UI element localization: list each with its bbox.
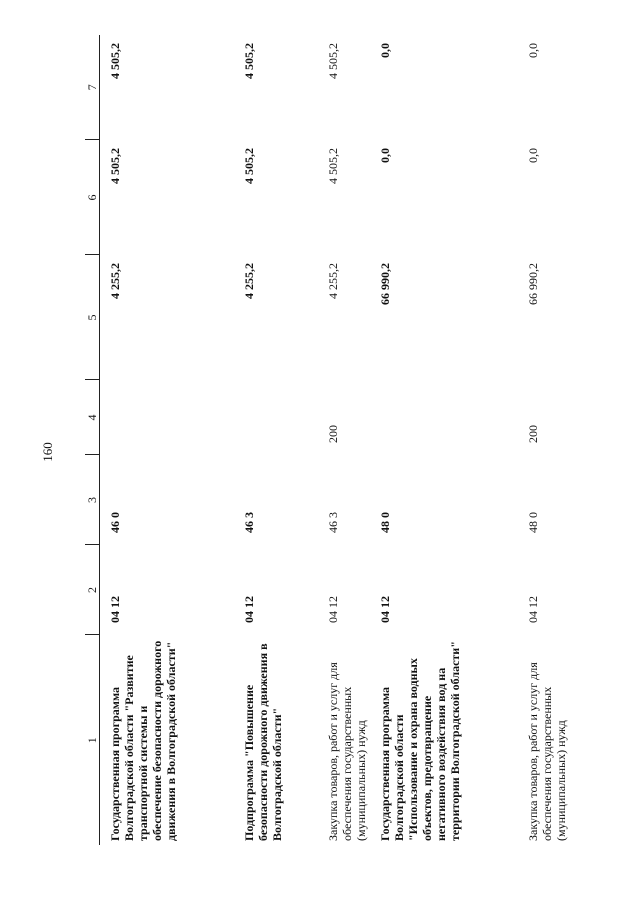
budget-table-sheet [85,35,615,845]
budget-table [85,35,574,845]
section-code-cell: 04 12 [378,596,392,623]
amount-cell: 0,0 [526,148,540,163]
amount-cell: 4 505,2 [108,43,122,79]
column-header: 5 [85,255,100,380]
table-row [234,35,318,845]
amount-cell: 66 990,2 [378,263,392,305]
table-row [318,35,370,845]
amount-cell: 4 255,2 [108,263,122,299]
section-code-cell: 04 12 [526,596,540,623]
column-header: 1 [85,635,100,845]
amount-cell: 0,0 [378,148,392,163]
program-code-cell: 48 0 [378,512,392,533]
amount-cell: 66 990,2 [526,263,540,305]
amount-cell: 0,0 [378,43,392,58]
amount-cell: 0,0 [526,43,540,58]
program-code-cell: 46 0 [108,512,122,533]
column-header: 4 [85,380,100,455]
program-code-cell: 46 3 [242,512,256,533]
program-code-cell: 46 3 [326,512,340,533]
amount-cell: 4 255,2 [326,263,340,299]
section-code-cell: 04 12 [242,596,256,623]
page-number: 160 [40,442,55,462]
column-header: 6 [85,140,100,255]
expense-type-cell: 200 [526,425,540,443]
table-row [100,35,235,845]
section-code-cell: 04 12 [326,596,340,623]
program-code-cell: 48 0 [526,512,540,533]
amount-cell: 4 505,2 [242,43,256,79]
amount-cell: 4 505,2 [108,148,122,184]
expense-type-cell [370,380,518,455]
amount-cell: 4 505,2 [242,148,256,184]
row-name-cell: Подпрограмма "Повышение безопасности дорожного движения в Волгоградской области" [242,643,284,841]
expense-type-cell [234,380,318,455]
expense-type-cell: 200 [326,425,340,443]
table-row [370,35,518,845]
amount-cell: 4 505,2 [326,148,340,184]
row-name-cell: Закупка товаров, работ и услуг для обеспечения государственных (муниципальных) нужд [326,662,368,841]
column-header: 7 [85,35,100,140]
column-number-header [85,35,100,845]
expense-type-cell [100,380,235,455]
amount-cell: 4 505,2 [326,43,340,79]
table-row [518,35,574,845]
amount-cell: 4 255,2 [242,263,256,299]
column-header: 3 [85,455,100,545]
column-header: 2 [85,545,100,635]
row-name-cell: Государственная программа Волгоградской области "Использование и охрана водных объектов, предотвращение негативного воздействия вод на территории Волгоградской области" [378,641,462,841]
section-code-cell: 04 12 [108,596,122,623]
row-name-cell: Государственная программа Волгоградской области "Развитие транспортной системы и обеспечение безопасности дорожного движения в Волгоградской области" [108,640,178,841]
row-name-cell: Закупка товаров, работ и услуг для обеспечения государственных (муниципальных) нужд [526,662,568,841]
